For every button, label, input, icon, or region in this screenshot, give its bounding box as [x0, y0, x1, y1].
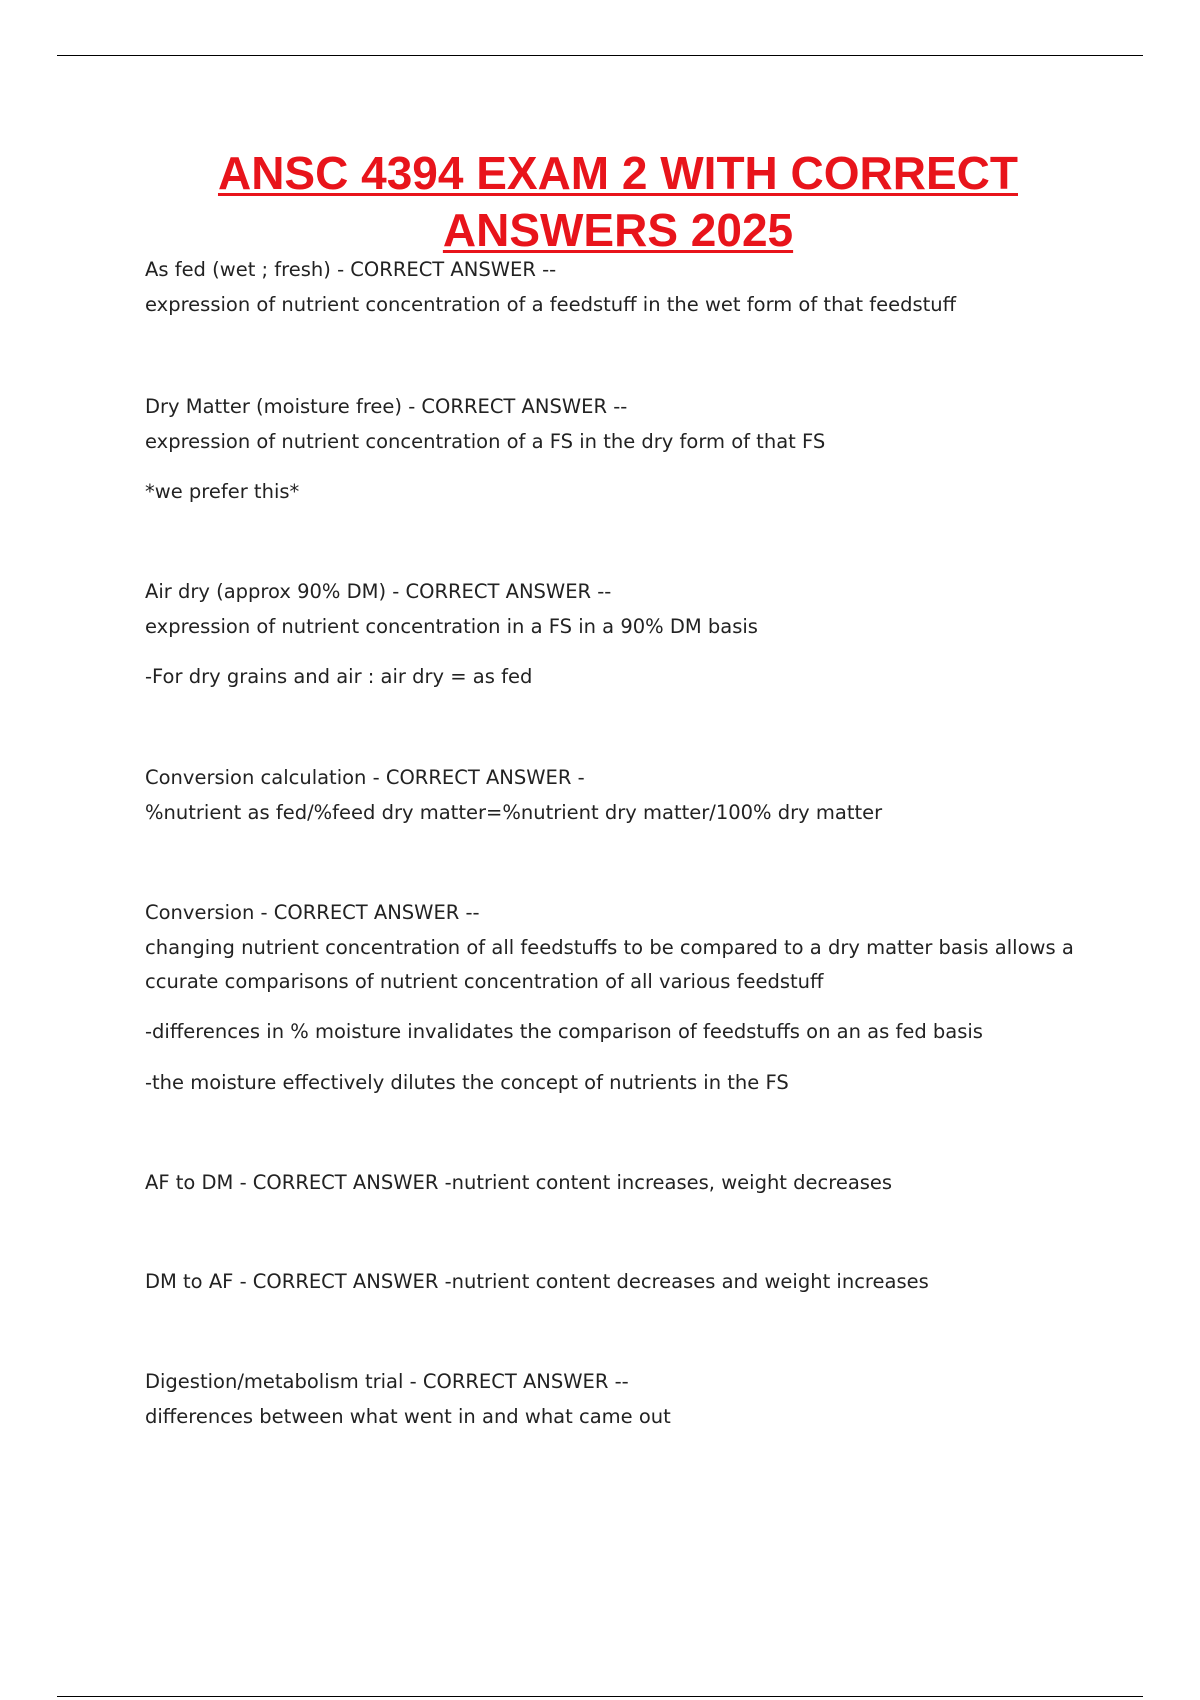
entry-term: Digestion/metabolism trial - CORRECT ANSWER -- — [145, 1370, 629, 1393]
entry-term: Conversion - CORRECT ANSWER -- — [145, 901, 480, 924]
entry-term: Dry Matter (moisture free) - CORRECT ANSWER -- — [145, 395, 628, 418]
entry-answer: changing nutrient concentration of all feedstuffs to be compared to a dry matter basis allows a — [145, 936, 1074, 959]
entry-note: -differences in % moisture invalidates the comparison of feedstuffs on an as fed basis — [145, 1020, 983, 1043]
entry-answer: expression of nutrient concentration in a FS in a 90% DM basis — [145, 615, 758, 638]
entry-answer: expression of nutrient concentration of a feedstuff in the wet form of that feedstuff — [145, 293, 957, 316]
entry-term: AF to DM - CORRECT ANSWER -nutrient content increases, weight decreases — [145, 1171, 893, 1194]
entry-note: -the moisture effectively dilutes the concept of nutrients in the FS — [145, 1071, 789, 1094]
entry-term: As fed (wet ; fresh) - CORRECT ANSWER -- — [145, 258, 557, 281]
entry-note: *we prefer this* — [145, 480, 300, 503]
entry-term: Air dry (approx 90% DM) - CORRECT ANSWER -- — [145, 580, 612, 603]
entry-answer: expression of nutrient concentration of a FS in the dry form of that FS — [145, 430, 826, 453]
header-rule — [57, 55, 1143, 56]
footer-rule — [57, 1696, 1143, 1697]
entry-answer: differences between what went in and what came out — [145, 1405, 671, 1428]
entry-term: Conversion calculation - CORRECT ANSWER - — [145, 766, 585, 789]
document-title: ANSC 4394 EXAM 2 WITH CORRECT ANSWERS 2025 — [217, 147, 1018, 256]
entry-answer: %nutrient as fed/%feed dry matter=%nutrient dry matter/100% dry matter — [145, 801, 883, 824]
entry-answer: ccurate comparisons of nutrient concentration of all various feedstuff — [145, 970, 824, 993]
entry-note: -For dry grains and air : air dry = as fed — [145, 665, 533, 688]
entry-term: DM to AF - CORRECT ANSWER -nutrient content decreases and weight increases — [145, 1270, 929, 1293]
